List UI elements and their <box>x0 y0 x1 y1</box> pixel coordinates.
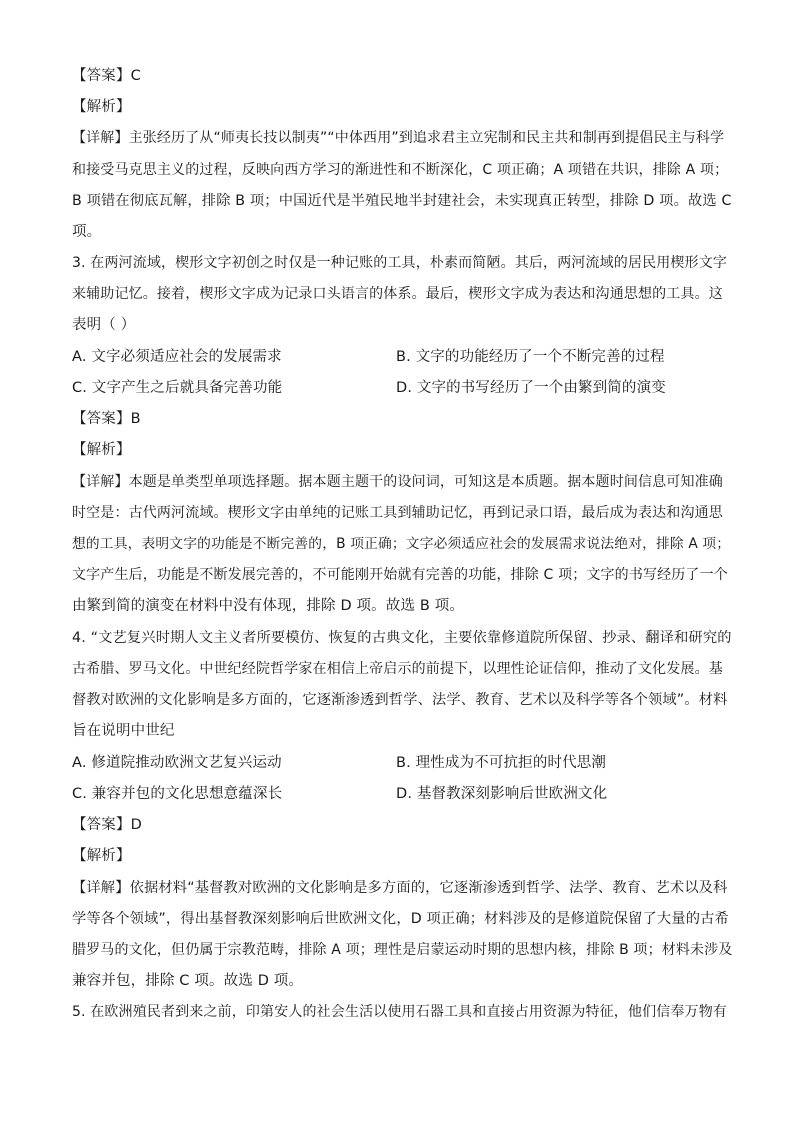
detail-line: B 项错在彻底瓦解，排除 B 项；中国近代是半殖民地半封建社会，未实现真正转型，排除 D 项。故选 C <box>72 193 732 209</box>
detail-line: 【详解】本题是单类型单项选择题。据本题主题干的设问词，可知这是本质题。据本题时间信息可知准确 <box>72 474 723 490</box>
detail-line: 文字产生后，功能是不断发展完善的，不可能刚开始就有完善的功能，排除 C 项；文字的书写经历了一个 <box>72 567 728 583</box>
question-stem-line: 来辅助记忆。接着，楔形文字成为记录口头语言的体系。最后，楔形文字成为表达和沟通思想的工具。这 <box>72 286 723 302</box>
option-b: B. 理性成为不可抗拒的时代思潮 <box>396 755 607 771</box>
question-stem-line: 5. 在欧洲殖民者到来之前，印第安人的社会生活以使用石器工具和直接占用资源为特征，他们信奉万物有 <box>72 1004 728 1020</box>
detail-line: 和接受马克思主义的过程，反映向西方学习的渐进性和不断深化，C 项正确；A 项错在共识，排除 A 项； <box>72 162 729 178</box>
detail-line: 学等各个领域”，得出基督教深刻影响后世欧洲文化，D 项正确；材料涉及的是修道院保留了大量的古希 <box>72 911 729 927</box>
question-stem-line: 旨在说明中世纪 <box>72 723 175 739</box>
option-a: A. 修道院推动欧洲文艺复兴运动 <box>72 755 282 771</box>
option-d: D. 文字的书写经历了一个由繁到简的演变 <box>396 380 666 396</box>
option-d: D. 基督教深刻影响后世欧洲文化 <box>396 786 608 802</box>
detail-line: 【详解】依据材料“基督教对欧洲的文化影响是多方面的，它逐渐渗透到哲学、法学、教育、艺术以及科 <box>72 880 728 896</box>
option-c: C. 兼容并包的文化思想意蕴深长 <box>72 786 283 802</box>
question-stem-line: 督教对欧洲的文化影响是多方面的，它逐渐渗透到哲学、法学、教育、艺术以及科学等各个领域”。材料 <box>72 692 728 708</box>
detail-line: 项。 <box>72 224 102 240</box>
question-stem-line: 表明（ ） <box>72 317 136 333</box>
question-stem-line: 3. 在两河流域，楔形文字初创之时仅是一种记账的工具，朴素而简陋。其后，两河流域的居民用楔形文字 <box>72 255 728 271</box>
detail-line: 腊罗马的文化，但仍属于宗教范畴，排除 A 项；理性是启蒙运动时期的思想内核，排除 B 项；材料未涉及 <box>72 942 733 958</box>
detail-line: 【详解】主张经历了从“师夷长技以制夷”“中体西用”到追求君主立宪制和民主共和制再到提倡民主与科学 <box>72 130 725 146</box>
detail-line: 由繁到简的演变在材料中没有体现，排除 D 项。故选 B 项。 <box>72 598 465 614</box>
option-b: B. 文字的功能经历了一个不断完善的过程 <box>396 349 665 365</box>
answer-label-q2: 【答案】C <box>72 68 141 84</box>
detail-line: 兼容并包，排除 C 项。故选 D 项。 <box>72 973 304 989</box>
detail-line: 时空是：古代两河流域。楔形文字由单纯的记账工具到辅助记忆，再到记录口语，最后成为表达和沟通思 <box>72 505 723 521</box>
analysis-label-q3: 【解析】 <box>72 442 131 458</box>
question-stem-line: 4. “文艺复兴时期人文主义者所要模仿、恢复的古典文化，主要依靠修道院所保留、抄录、翻译和研究的 <box>72 630 732 646</box>
answer-label-q4: 【答案】D <box>72 817 142 833</box>
answer-label-q3: 【答案】B <box>72 411 141 427</box>
analysis-label-q4: 【解析】 <box>72 848 131 864</box>
option-c: C. 文字产生之后就具备完善功能 <box>72 380 283 396</box>
detail-line: 想的工具，表明文字的功能是不断完善的，B 项正确；文字必须适应社会的发展需求说法绝对，排除 A 项； <box>72 536 731 552</box>
question-stem-line: 古希腊、罗马文化。中世纪经院哲学家在相信上帝启示的前提下，以理性论证信仰，推动了文化发展。基 <box>72 661 723 677</box>
option-a: A. 文字必须适应社会的发展需求 <box>72 349 282 365</box>
analysis-label-q2: 【解析】 <box>72 99 131 115</box>
